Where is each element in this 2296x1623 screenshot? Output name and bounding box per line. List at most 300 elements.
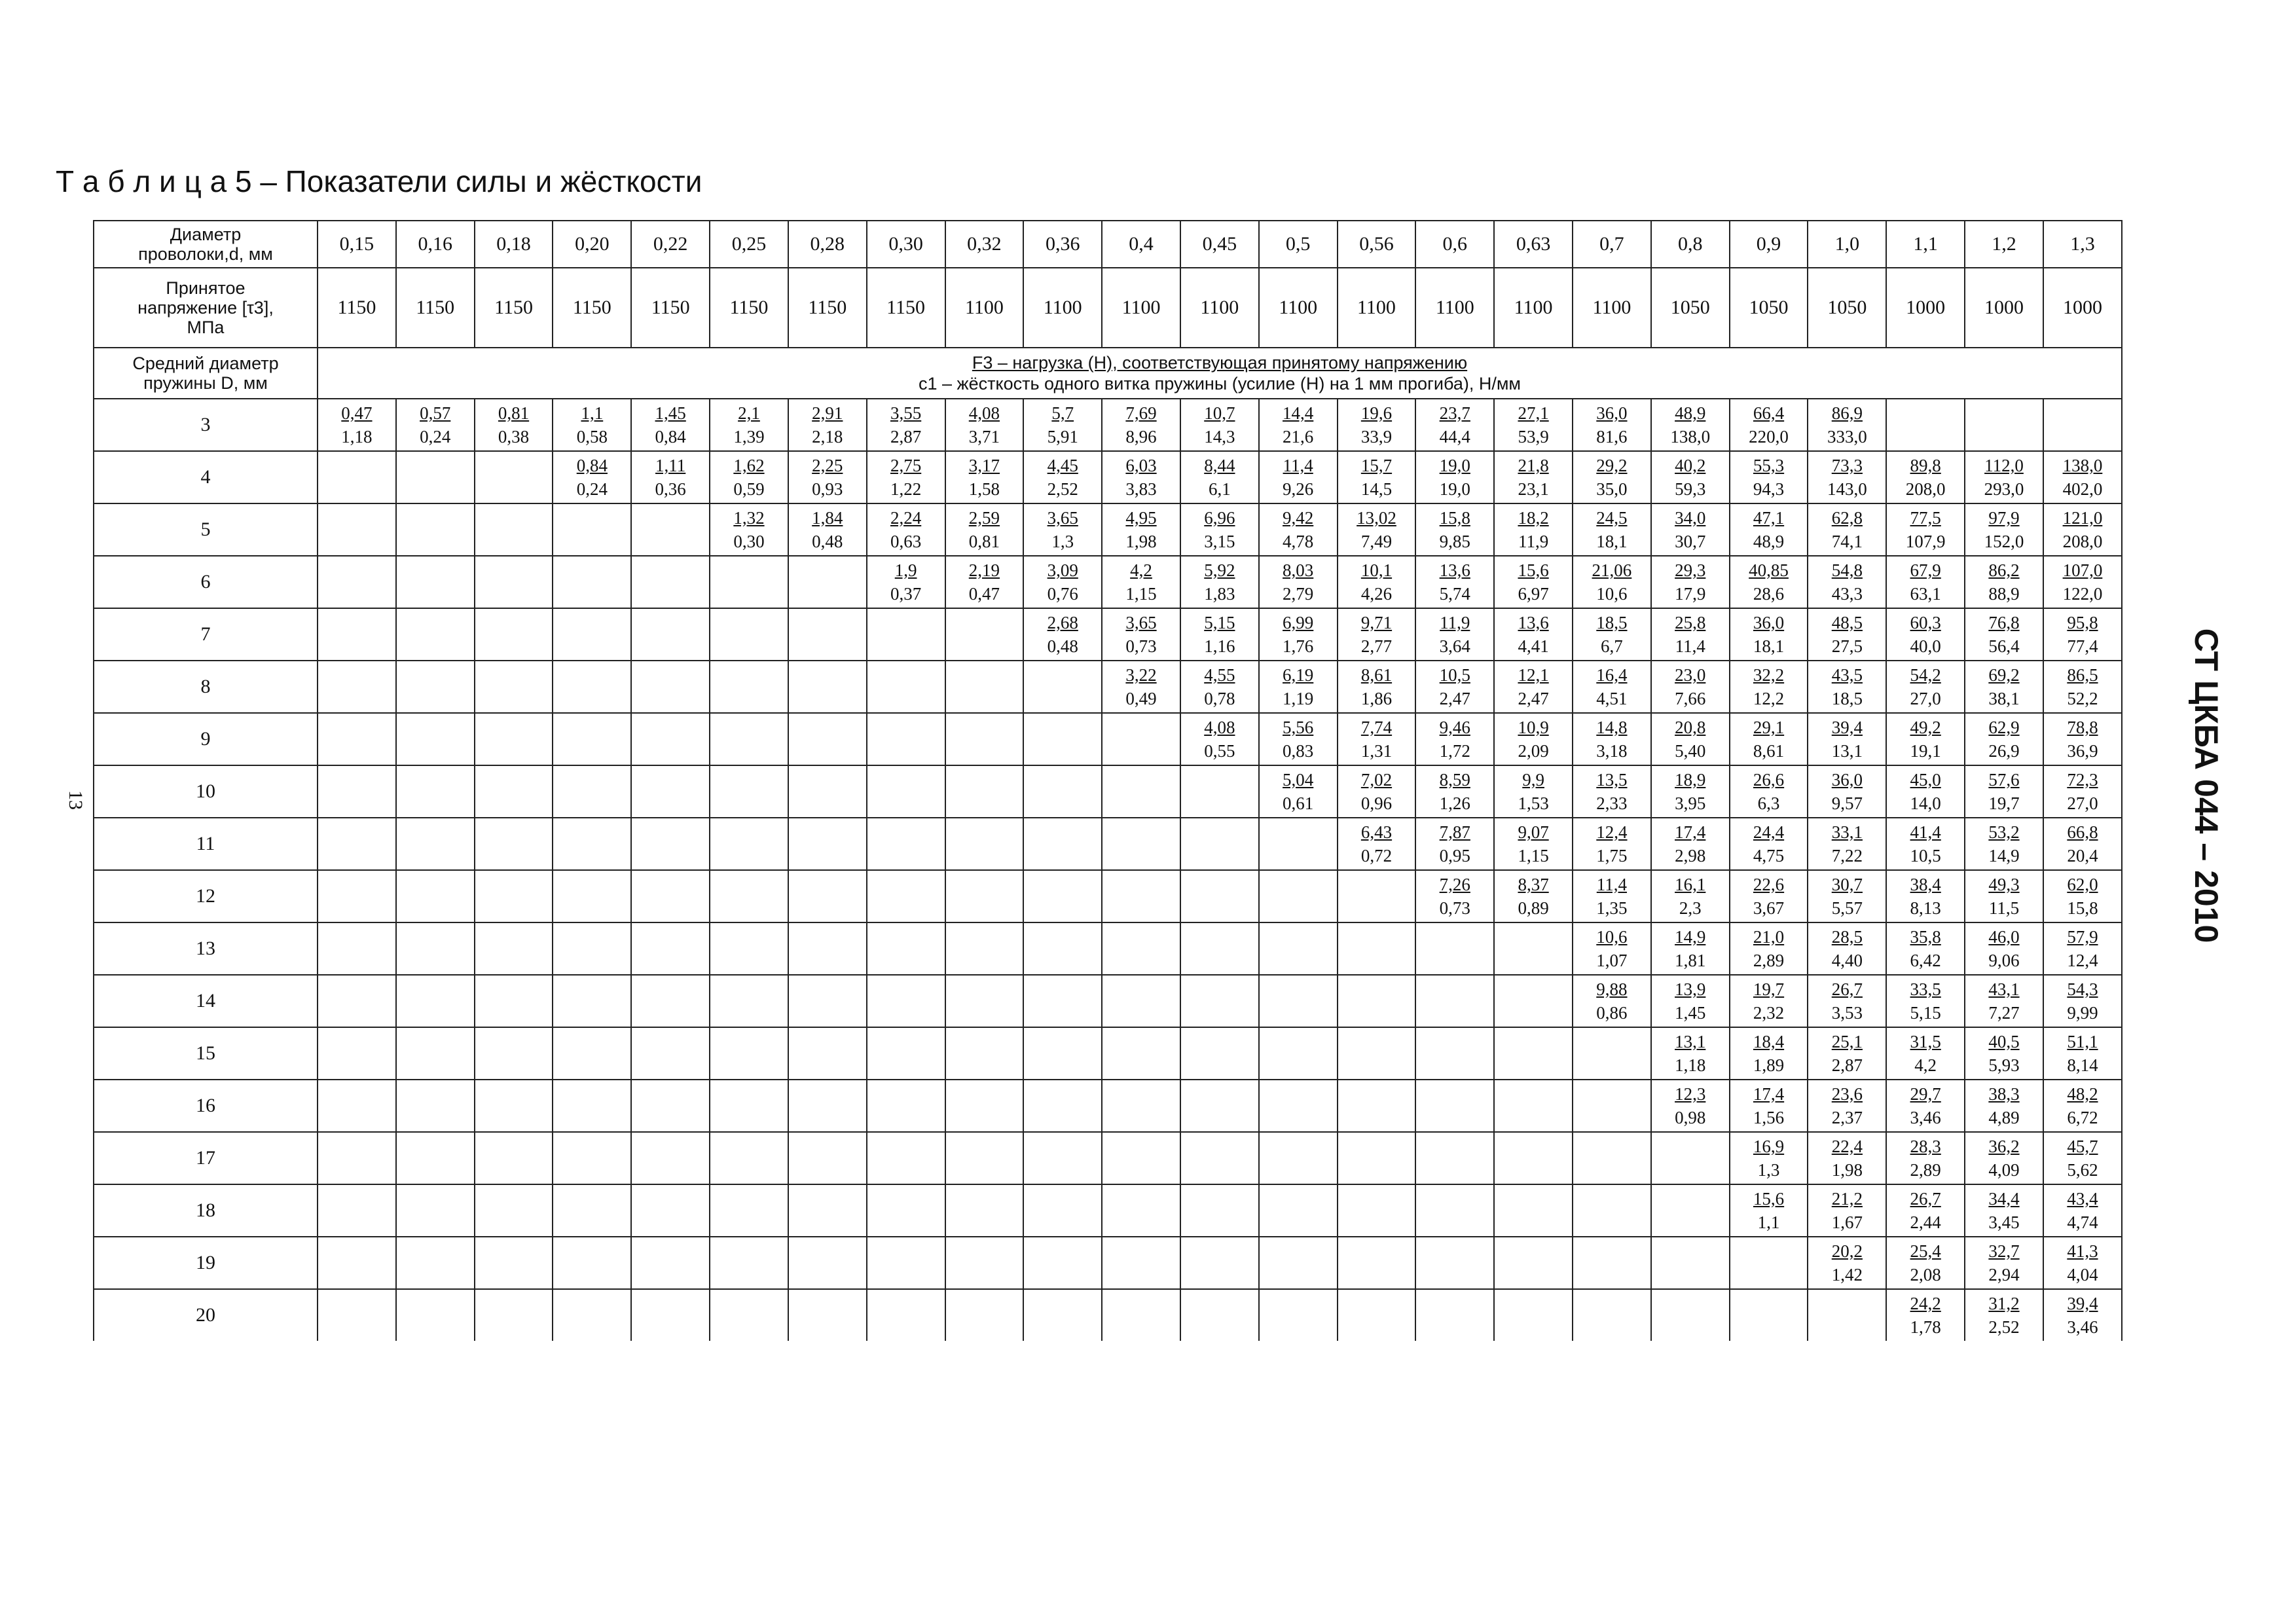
stiffness-value: 9,57	[1831, 793, 1863, 813]
stiffness-value: 28,6	[1753, 584, 1785, 604]
load-value: 19,0	[1439, 456, 1470, 475]
empty-cell	[396, 608, 475, 661]
load-value: 66,8	[2067, 822, 2098, 842]
stiffness-value: 18,1	[1596, 532, 1628, 551]
stiffness-value: 1,18	[341, 427, 373, 447]
load-value: 10,9	[1518, 718, 1549, 737]
stiffness-value: 1,56	[1753, 1108, 1785, 1127]
stiffness-value: 23,1	[1518, 479, 1549, 499]
stiffness-value: 7,22	[1831, 846, 1863, 866]
empty-cell	[475, 870, 553, 922]
value-cell	[710, 451, 788, 503]
empty-cell	[945, 765, 1024, 818]
table-row	[94, 1184, 2122, 1237]
empty-cell	[475, 1289, 553, 1341]
empty-cell	[396, 870, 475, 922]
value-cell	[1886, 870, 1965, 922]
stiffness-value: 2,89	[1753, 951, 1785, 970]
value-cell	[1338, 818, 1416, 870]
value-cell	[1886, 608, 1965, 661]
stiffness-value: 27,0	[2067, 793, 2098, 813]
stiffness-value: 0,24	[420, 427, 451, 447]
value-cell	[1730, 608, 1808, 661]
load-value: 26,7	[1831, 979, 1863, 999]
empty-cell	[788, 556, 867, 608]
load-value: 9,42	[1283, 508, 1314, 528]
empty-cell	[631, 1027, 710, 1080]
empty-cell	[1259, 1289, 1338, 1341]
value-cell	[1965, 1132, 2043, 1184]
allowed-stress-header-line3: МПа	[187, 318, 225, 337]
stiffness-value: 59,3	[1675, 479, 1706, 499]
allowed-stress-value: 1050	[1808, 268, 1886, 348]
value-cell	[1808, 975, 1886, 1027]
load-value: 15,7	[1360, 456, 1393, 475]
wire-diameter-value: 0,7	[1573, 221, 1651, 268]
stiffness-value: 1,19	[1283, 689, 1314, 708]
load-value: 1,11	[655, 456, 686, 475]
value-cell	[1259, 451, 1338, 503]
load-value: 33,5	[1910, 979, 1941, 999]
allowed-stress-value: 1100	[1338, 268, 1416, 348]
load-value: 1,62	[733, 456, 765, 475]
load-value: 77,5	[1910, 508, 1941, 528]
empty-cell	[318, 975, 396, 1027]
stiffness-value: 5,15	[1910, 1003, 1941, 1023]
empty-cell	[1102, 1080, 1180, 1132]
empty-cell	[867, 818, 945, 870]
stiffness-value: 8,96	[1125, 427, 1157, 447]
stiffness-value: 2,33	[1596, 793, 1628, 813]
empty-cell	[788, 818, 867, 870]
stiffness-value: 2,47	[1518, 689, 1549, 708]
load-value: 38,4	[1910, 875, 1941, 894]
load-value: 24,4	[1753, 822, 1785, 842]
stiffness-value: 43,3	[1831, 584, 1863, 604]
load-value: 21,8	[1518, 456, 1549, 475]
mean-diameter-header-line2: пружины D, мм	[143, 373, 268, 393]
load-value: 0,47	[341, 403, 373, 423]
value-cell	[1573, 975, 1651, 1027]
load-value: 2,24	[890, 508, 922, 528]
stiffness-value: 8,14	[2067, 1055, 2098, 1075]
empty-cell	[1180, 922, 1259, 975]
empty-cell	[867, 1027, 945, 1080]
empty-cell	[318, 1027, 396, 1080]
value-cell	[1573, 765, 1651, 818]
empty-cell	[553, 818, 631, 870]
value-cell	[1415, 556, 1494, 608]
load-value: 32,2	[1753, 665, 1785, 685]
value-cell	[1573, 713, 1651, 765]
stiffness-value: 2,3	[1679, 898, 1702, 918]
empty-cell	[1023, 1184, 1102, 1237]
empty-cell	[1338, 1237, 1416, 1289]
empty-cell	[553, 608, 631, 661]
load-value: 3,09	[1047, 560, 1078, 580]
value-cell	[1965, 1027, 2043, 1080]
load-value: 86,9	[1831, 403, 1863, 423]
wire-diameter-row	[94, 221, 2122, 268]
load-value: 107,0	[2062, 560, 2103, 580]
empty-cell	[1573, 1289, 1651, 1341]
stiffness-value: 2,44	[1910, 1213, 1941, 1232]
empty-cell	[1023, 1027, 1102, 1080]
allowed-stress-header-line1: Принятое	[166, 278, 246, 298]
load-value: 23,0	[1675, 665, 1706, 685]
empty-cell	[788, 1132, 867, 1184]
empty-cell	[475, 556, 553, 608]
stiffness-value: 33,9	[1360, 427, 1393, 447]
empty-cell	[396, 661, 475, 713]
empty-cell	[631, 1132, 710, 1184]
table-row	[94, 765, 2122, 818]
value-cell	[1259, 661, 1338, 713]
empty-cell	[945, 1237, 1024, 1289]
load-value: 41,3	[2067, 1241, 2098, 1261]
load-value: 25,8	[1675, 613, 1706, 632]
empty-cell	[1023, 765, 1102, 818]
empty-cell	[1023, 1237, 1102, 1289]
empty-cell	[945, 713, 1024, 765]
stiffness-value: 220,0	[1749, 427, 1789, 447]
empty-cell	[788, 1289, 867, 1341]
stiffness-value: 0,73	[1125, 636, 1157, 656]
value-cell	[2043, 818, 2122, 870]
load-value: 8,61	[1360, 665, 1393, 685]
stiffness-value: 1,81	[1675, 951, 1706, 970]
empty-cell	[710, 1132, 788, 1184]
load-value: 13,1	[1675, 1032, 1706, 1051]
load-value: 19,7	[1753, 979, 1785, 999]
load-value: 18,5	[1596, 613, 1628, 632]
stiffness-value: 1,26	[1439, 793, 1470, 813]
empty-cell	[1651, 1237, 1730, 1289]
empty-cell	[1338, 1289, 1416, 1341]
load-value: 53,2	[1988, 822, 2020, 842]
value-cell	[2043, 1080, 2122, 1132]
value-cell	[1180, 608, 1259, 661]
load-value: 12,4	[1596, 822, 1628, 842]
stiffness-value: 7,27	[1988, 1003, 2020, 1023]
empty-cell	[553, 765, 631, 818]
allowed-stress-value: 1050	[1730, 268, 1808, 348]
value-cell	[867, 503, 945, 556]
load-value: 49,2	[1910, 718, 1941, 737]
wire-diameter-header-line2: проволоки,d, мм	[138, 244, 273, 264]
value-cell	[1808, 870, 1886, 922]
empty-cell	[1102, 870, 1180, 922]
stiffness-value: 2,18	[812, 427, 843, 447]
load-value: 17,4	[1675, 822, 1706, 842]
empty-cell	[1259, 1027, 1338, 1080]
load-value: 28,5	[1831, 927, 1863, 947]
empty-cell	[710, 556, 788, 608]
load-value: 2,59	[968, 508, 1000, 528]
value-cell	[1494, 661, 1573, 713]
value-cell	[475, 399, 553, 451]
load-value: 43,5	[1831, 665, 1863, 685]
empty-cell	[396, 818, 475, 870]
empty-cell	[1259, 1237, 1338, 1289]
value-cell	[1965, 1080, 2043, 1132]
empty-cell	[710, 713, 788, 765]
value-cell	[1651, 556, 1730, 608]
allowed-stress-value: 1150	[788, 268, 867, 348]
value-cell	[1494, 870, 1573, 922]
empty-cell	[1494, 1132, 1573, 1184]
empty-cell	[788, 1184, 867, 1237]
empty-cell	[945, 661, 1024, 713]
value-cell	[1965, 765, 2043, 818]
empty-cell	[318, 608, 396, 661]
value-cell	[1808, 556, 1886, 608]
stiffness-value: 30,7	[1675, 532, 1706, 551]
empty-cell	[1573, 1132, 1651, 1184]
table-row	[94, 556, 2122, 608]
value-cell	[1494, 765, 1573, 818]
stiffness-value: 0,63	[890, 532, 922, 551]
value-cell	[1651, 503, 1730, 556]
stiffness-value: 0,96	[1360, 793, 1393, 813]
empty-cell	[475, 503, 553, 556]
value-cell	[1180, 503, 1259, 556]
value-cell	[788, 451, 867, 503]
allowed-stress-value: 1150	[475, 268, 553, 348]
table-row	[94, 922, 2122, 975]
stiffness-value: 3,83	[1125, 479, 1157, 499]
empty-cell	[1180, 1132, 1259, 1184]
value-cell	[1965, 922, 2043, 975]
load-value: 39,4	[1831, 718, 1863, 737]
load-value: 66,4	[1753, 403, 1785, 423]
empty-cell	[1102, 1132, 1180, 1184]
load-value: 78,8	[2067, 718, 2098, 737]
empty-cell	[867, 1237, 945, 1289]
stiffness-value: 1,76	[1283, 636, 1314, 656]
empty-cell	[710, 1184, 788, 1237]
load-value: 36,0	[1753, 613, 1785, 632]
load-value: 15,8	[1439, 508, 1470, 528]
stiffness-value: 2,79	[1283, 584, 1314, 604]
mean-diameter-value: 18	[94, 1184, 318, 1237]
value-cell	[1573, 399, 1651, 451]
wire-diameter-value: 0,36	[1023, 221, 1102, 268]
load-value: 40,5	[1988, 1032, 2020, 1051]
load-value: 62,9	[1988, 718, 2020, 737]
load-value: 8,59	[1439, 770, 1470, 790]
value-cell	[1338, 399, 1416, 451]
load-value: 23,7	[1439, 403, 1470, 423]
empty-cell	[1494, 922, 1573, 975]
wire-diameter-value: 0,15	[318, 221, 396, 268]
value-cell	[1338, 661, 1416, 713]
stiffness-value: 14,5	[1360, 479, 1393, 499]
value-cell	[1102, 661, 1180, 713]
empty-cell	[475, 818, 553, 870]
empty-cell	[788, 1080, 867, 1132]
empty-cell	[1180, 765, 1259, 818]
value-cell	[1259, 503, 1338, 556]
wire-diameter-value: 0,25	[710, 221, 788, 268]
value-cell	[1965, 1289, 2043, 1341]
stiffness-value: 9,85	[1439, 532, 1470, 551]
empty-cell	[1259, 922, 1338, 975]
stiffness-value: 18,1	[1753, 636, 1785, 656]
load-value: 6,43	[1360, 822, 1393, 842]
stiffness-value: 48,9	[1753, 532, 1785, 551]
value-cell	[1730, 451, 1808, 503]
empty-cell	[945, 818, 1024, 870]
value-cell	[318, 399, 396, 451]
value-cell	[631, 399, 710, 451]
stiffness-value: 6,1	[1208, 479, 1231, 499]
load-value: 20,8	[1675, 718, 1706, 737]
load-value: 24,5	[1596, 508, 1628, 528]
load-value: 0,81	[498, 403, 530, 423]
empty-cell	[318, 765, 396, 818]
load-value: 1,84	[812, 508, 843, 528]
load-value: 57,6	[1988, 770, 2020, 790]
value-cell	[1965, 608, 2043, 661]
empty-cell	[867, 975, 945, 1027]
stiffness-value: 14,0	[1910, 793, 1941, 813]
wire-diameter-value: 0,30	[867, 221, 945, 268]
legend-line-stiffness: c1 – жёсткость одного витка пружины (усилие (Н) на 1 мм прогиба), Н/мм	[919, 374, 1521, 393]
value-cell	[2043, 975, 2122, 1027]
table-row	[94, 870, 2122, 922]
empty-cell	[475, 451, 553, 503]
stiffness-value: 3,46	[2067, 1317, 2098, 1337]
load-value: 3,17	[968, 456, 1000, 475]
load-value: 14,9	[1675, 927, 1706, 947]
load-value: 73,3	[1831, 456, 1863, 475]
stiffness-value: 12,2	[1753, 689, 1785, 708]
empty-cell	[553, 870, 631, 922]
empty-cell	[1338, 922, 1416, 975]
value-cell	[2043, 1132, 2122, 1184]
load-value: 4,08	[968, 403, 1000, 423]
empty-cell	[710, 1289, 788, 1341]
value-cell	[1259, 713, 1338, 765]
empty-cell	[318, 556, 396, 608]
empty-cell	[631, 765, 710, 818]
empty-cell	[475, 1237, 553, 1289]
stiffness-value: 12,4	[2067, 951, 2098, 970]
stiffness-value: 8,13	[1910, 898, 1941, 918]
stiffness-value: 0,83	[1283, 741, 1314, 761]
load-value: 9,46	[1439, 718, 1470, 737]
stiffness-value: 5,57	[1831, 898, 1863, 918]
value-cell	[1965, 661, 2043, 713]
load-value: 26,7	[1910, 1189, 1941, 1209]
stiffness-value: 333,0	[1827, 427, 1867, 447]
stiffness-value: 6,97	[1518, 584, 1549, 604]
load-value: 36,0	[1596, 403, 1628, 423]
empty-cell	[396, 1080, 475, 1132]
value-cell	[1102, 608, 1180, 661]
stiffness-value: 4,40	[1831, 951, 1863, 970]
stiffness-value: 0,76	[1047, 584, 1078, 604]
value-cell	[2043, 503, 2122, 556]
load-value: 17,4	[1753, 1084, 1785, 1104]
mean-diameter-value: 9	[94, 713, 318, 765]
stiffness-value: 0,73	[1439, 898, 1470, 918]
load-value: 48,9	[1675, 403, 1706, 423]
value-cell	[1965, 1237, 2043, 1289]
load-value: 138,0	[2062, 456, 2103, 475]
mean-diameter-value: 8	[94, 661, 318, 713]
empty-cell	[1180, 1027, 1259, 1080]
spring-force-stiffness-table	[93, 220, 2123, 1341]
load-value: 23,6	[1831, 1084, 1863, 1104]
stiffness-value: 3,95	[1675, 793, 1706, 813]
value-cell	[1023, 399, 1102, 451]
value-cell	[1573, 608, 1651, 661]
stiffness-value: 1,45	[1675, 1003, 1706, 1023]
stiffness-value: 74,1	[1831, 532, 1863, 551]
stiffness-value: 14,9	[1988, 846, 2020, 866]
value-cell	[1573, 451, 1651, 503]
load-value: 7,02	[1360, 770, 1393, 790]
empty-cell	[396, 765, 475, 818]
empty-cell	[396, 1289, 475, 1341]
empty-cell	[945, 1027, 1024, 1080]
load-value: 62,8	[1831, 508, 1863, 528]
empty-cell	[475, 765, 553, 818]
load-value: 48,2	[2067, 1084, 2098, 1104]
empty-cell	[318, 1080, 396, 1132]
stiffness-value: 3,64	[1439, 636, 1470, 656]
load-value: 5,92	[1204, 560, 1235, 580]
load-value: 33,1	[1831, 822, 1863, 842]
load-value: 72,3	[2067, 770, 2098, 790]
legend-line-load: F3 – нагрузка (Н), соответствующая принятому напряжению	[972, 353, 1468, 373]
stiffness-value: 2,87	[1831, 1055, 1863, 1075]
value-cell	[1102, 451, 1180, 503]
empty-cell	[710, 1027, 788, 1080]
allowed-stress-value: 1100	[1573, 268, 1651, 348]
empty-cell	[553, 1080, 631, 1132]
mean-diameter-value: 11	[94, 818, 318, 870]
empty-cell	[475, 1184, 553, 1237]
mean-diameter-value: 20	[94, 1289, 318, 1341]
empty-cell	[1494, 1080, 1573, 1132]
stiffness-value: 11,9	[1518, 532, 1549, 551]
empty-cell	[1102, 1237, 1180, 1289]
empty-cell	[318, 1184, 396, 1237]
empty-cell	[1102, 765, 1180, 818]
stiffness-value: 1,07	[1596, 951, 1628, 970]
stiffness-value: 88,9	[1988, 584, 2020, 604]
value-cell	[1573, 870, 1651, 922]
value-cell	[2043, 451, 2122, 503]
stiffness-value: 0,30	[733, 532, 765, 551]
value-cell	[710, 503, 788, 556]
stiffness-value: 0,55	[1204, 741, 1235, 761]
load-value: 97,9	[1988, 508, 2020, 528]
value-cell	[2043, 1289, 2122, 1341]
empty-cell	[1415, 1027, 1494, 1080]
empty-cell	[710, 765, 788, 818]
empty-cell	[1102, 1289, 1180, 1341]
stiffness-value: 1,53	[1518, 793, 1549, 813]
load-value: 8,37	[1518, 875, 1549, 894]
empty-cell	[1573, 1184, 1651, 1237]
load-value: 8,03	[1283, 560, 1314, 580]
page-number: 13	[65, 790, 86, 810]
empty-cell	[1730, 1237, 1808, 1289]
